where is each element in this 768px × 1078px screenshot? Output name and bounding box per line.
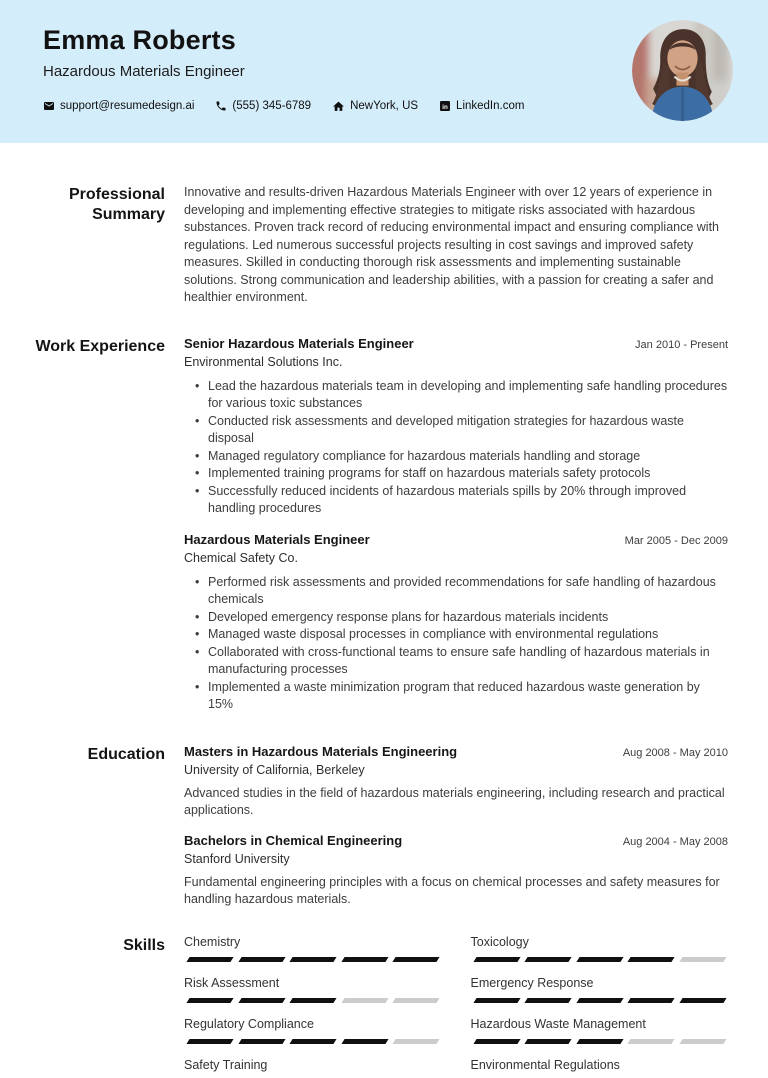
contact-email-text: support@resumedesign.ai [60, 100, 195, 113]
contact-linkedin-text: LinkedIn.com [456, 100, 525, 113]
skill-name: Emergency Response [470, 975, 594, 990]
job-company: Chemical Safety Co. [184, 550, 298, 565]
skill-bar-segment [576, 1039, 623, 1044]
job-bullet: • Implemented training programs for staff on hazardous materials safety protocols [208, 465, 728, 483]
skill-name: Regulatory Compliance [184, 1016, 314, 1031]
job-title: Hazardous Materials Engineer [184, 531, 370, 547]
job-dates: Mar 2005 - Dec 2009 [624, 534, 728, 547]
header-identity [43, 0, 524, 143]
job-bullet: • Conducted risk assessments and developed mitigation strategies for hazardous waste disposal [208, 413, 728, 448]
education-heading: Education [87, 745, 165, 763]
skills-heading: Skills [123, 936, 165, 954]
summary-text: Innovative and results-driven Hazardous Materials Engineer with over 12 years of experience in developing and implementing effective strategies to mitigate risks associated with hazardous substances. Proven track record of reducing environmental impact and ensuring compliance with regulations. Led numerous successful projects resulting in cost savings and improved safety measures. Skilled in conducting thorough risk assessments and implementing sustainable solutions. Strong communication and leadership abilities, with a passion for creating a safer and healthier environment. [184, 185, 719, 304]
skill-name: Chemistry [184, 934, 241, 949]
section-education [0, 744, 768, 909]
skill-bar-segment [524, 1039, 571, 1044]
job-bullet: • Successfully reduced incidents of hazardous materials spills by 20% through improved handling procedures [208, 483, 728, 518]
skill-item [184, 935, 442, 962]
skill-level-bar [471, 998, 729, 1003]
job-bullet: • Developed emergency response plans for hazardous materials incidents [208, 609, 728, 627]
skill-level-bar [184, 998, 442, 1003]
section-experience [0, 336, 768, 714]
skill-name: Environmental Regulations [470, 1057, 620, 1072]
candidate-title: Hazardous Materials Engineer [43, 62, 245, 80]
skill-level-bar [471, 957, 729, 962]
skill-bar-segment [186, 998, 233, 1003]
skill-bar-segment [679, 1039, 726, 1044]
degree-title: Bachelors in Chemical Engineering [184, 832, 403, 848]
linkedin-icon [439, 100, 451, 112]
skill-bar-segment [238, 957, 285, 962]
education-entries [184, 744, 728, 909]
skill-bar-segment [576, 998, 623, 1003]
skill-bar-segment [341, 998, 388, 1003]
job-bullet: • Implemented a waste minimization program that reduced hazardous waste generation by 15% [208, 679, 728, 714]
skill-bar-segment [473, 998, 520, 1003]
job-bullet: • Performed risk assessments and provided recommendations for safe handling of hazardous chemicals [208, 574, 728, 609]
school-name: Stanford University [184, 851, 290, 866]
section-skills [0, 935, 768, 1078]
job-title: Senior Hazardous Materials Engineer [184, 335, 414, 351]
skill-bar-segment [627, 998, 674, 1003]
skill-item [184, 1058, 442, 1078]
section-summary [0, 184, 768, 307]
email-icon [43, 100, 55, 112]
svg-text:in: in [442, 103, 448, 111]
contact-location-text: NewYork, US [350, 100, 419, 113]
skill-bar-segment [524, 957, 571, 962]
skill-name: Risk Assessment [184, 975, 280, 990]
job-entry [184, 532, 728, 714]
job-dates: Jan 2010 - Present [635, 338, 728, 351]
skill-bar-segment [186, 1039, 233, 1044]
job-bullet: • Managed regulatory compliance for hazardous materials handling and storage [208, 448, 728, 466]
skill-bar-segment [392, 998, 439, 1003]
education-entry [184, 833, 728, 909]
degree-title: Masters in Hazardous Materials Engineering [184, 743, 458, 759]
education-dates: Aug 2008 - May 2010 [622, 746, 728, 759]
job-bullet-list [184, 378, 728, 518]
contact-phone-text: (555) 345-6789 [232, 100, 312, 113]
skill-item [471, 935, 729, 962]
experience-heading: Work Experience [35, 337, 165, 355]
skill-bar-segment [473, 1039, 520, 1044]
skill-bar-segment [289, 1039, 336, 1044]
skills-grid [184, 935, 728, 1078]
skill-name: Safety Training [184, 1057, 268, 1072]
skill-bar-segment [473, 957, 520, 962]
experience-entries [184, 336, 728, 714]
skill-bar-segment [289, 957, 336, 962]
skill-bar-segment [679, 957, 726, 962]
education-description: Advanced studies in the field of hazardous materials engineering, including research and practical applications. [184, 785, 725, 817]
job-bullet: • Collaborated with cross-functional teams to ensure safe handling of hazardous materials in manufacturing processes [208, 644, 728, 679]
profile-photo [632, 20, 733, 121]
school-name: University of California, Berkeley [184, 762, 365, 777]
skill-item [471, 976, 729, 1003]
job-bullet-list [184, 574, 728, 714]
skill-level-bar [184, 1039, 442, 1044]
education-entry [184, 744, 728, 820]
contact-email [43, 100, 194, 112]
education-dates: Aug 2004 - May 2008 [622, 835, 728, 848]
job-head [184, 336, 728, 351]
skill-bar-segment [186, 957, 233, 962]
job-bullet: • Managed waste disposal processes in compliance with environmental regulations [208, 626, 728, 644]
home-icon [332, 100, 345, 113]
skill-bar-segment [524, 998, 571, 1003]
skill-bar-segment [392, 1039, 439, 1044]
skill-item [184, 976, 442, 1003]
skill-bar-segment [392, 957, 439, 962]
contact-location [332, 100, 418, 113]
education-description: Fundamental engineering principles with a focus on chemical processes and safety measures for handling hazardous materials. [184, 874, 720, 906]
skill-level-bar [471, 1039, 729, 1044]
education-head [184, 833, 728, 848]
skill-bar-segment [341, 1039, 388, 1044]
job-entry [184, 336, 728, 518]
skill-bar-segment [238, 1039, 285, 1044]
skill-item [471, 1017, 729, 1044]
contact-linkedin [439, 100, 524, 112]
contact-row [43, 100, 524, 113]
skill-item [184, 1017, 442, 1044]
skill-bar-segment [341, 957, 388, 962]
candidate-name: Emma Roberts [43, 25, 236, 55]
skill-bar-segment [238, 998, 285, 1003]
job-bullet: • Lead the hazardous materials team in developing and implementing safe handling procedures for various toxic substances [208, 378, 728, 413]
skill-name: Hazardous Waste Management [470, 1016, 646, 1031]
skill-bar-segment [679, 998, 726, 1003]
job-company: Environmental Solutions Inc. [184, 354, 343, 369]
phone-icon [215, 100, 227, 112]
education-head [184, 744, 728, 759]
resume-header [0, 0, 768, 143]
summary-heading: Professional Summary [68, 186, 165, 224]
skill-bar-segment [627, 1039, 674, 1044]
contact-phone [215, 100, 311, 112]
skill-level-bar [184, 957, 442, 962]
skill-name: Toxicology [470, 934, 529, 949]
skill-item [471, 1058, 729, 1078]
skill-bar-segment [627, 957, 674, 962]
skill-bar-segment [289, 998, 336, 1003]
skill-bar-segment [576, 957, 623, 962]
job-head [184, 532, 728, 547]
